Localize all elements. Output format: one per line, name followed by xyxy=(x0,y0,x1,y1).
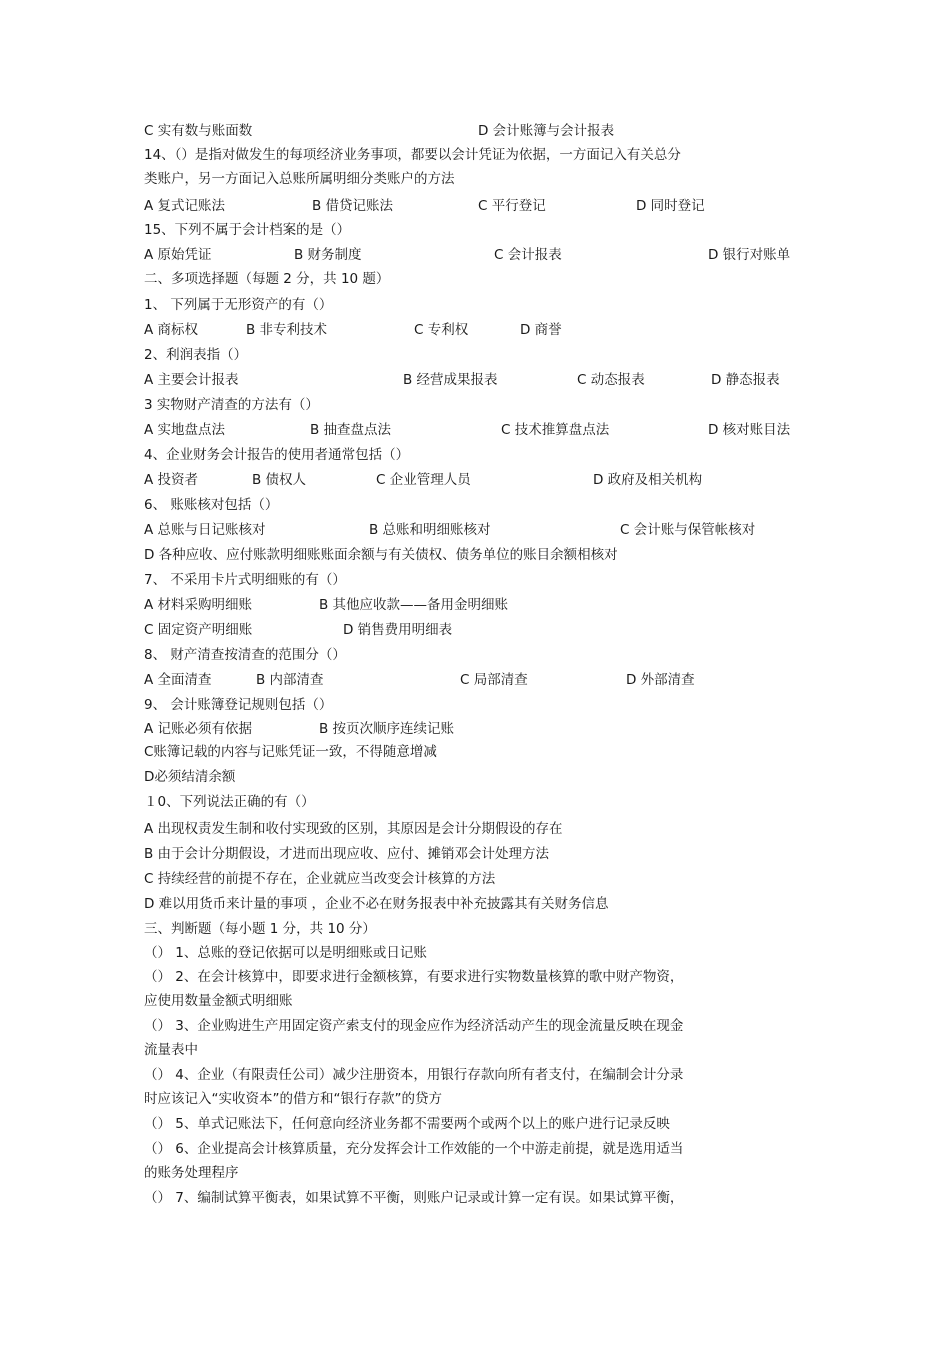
option-text: B 其他应收款——备用金明细账 xyxy=(319,597,509,613)
option-text: C 技术推算盘点法 xyxy=(501,422,610,438)
option-text: D 核对账目法 xyxy=(708,422,791,438)
text-line: （） 4、企业（有限责任公司）减少注册资本，用银行存款向所有者支付，在编制会计分录 xyxy=(144,1067,684,1083)
text-line: （） 6、企业提高会计核算质量，充分发挥会计工作效能的一个中游走前提，就是选用适当 xyxy=(144,1141,684,1157)
option-text: D 会计账簿与会计报表 xyxy=(478,123,615,139)
text-line: （） 5、单式记账法下，任何意向经济业务都不需要两个或两个以上的账户进行记录反映 xyxy=(144,1116,670,1132)
option-row xyxy=(144,717,910,741)
option-text: A 主要会计报表 xyxy=(144,372,239,388)
option-text: B 借贷记账法 xyxy=(312,198,394,214)
option-text: C 动态报表 xyxy=(577,372,645,388)
option-text: B 非专利技术 xyxy=(246,322,328,338)
option-row xyxy=(144,119,910,143)
option-text: C 局部清查 xyxy=(460,672,528,688)
option-text: B 总账和明细账核对 xyxy=(369,522,491,538)
text-line: C 持续经营的前提不存在，企业就应当改变会计核算的方法 xyxy=(144,871,496,887)
text-line: （） 7、编制试算平衡表，如果试算不平衡，则账户记录或计算一定有误。如果试算平衡， xyxy=(144,1190,684,1206)
option-row xyxy=(144,618,910,642)
text-line: 6、 账账核对包括（） xyxy=(144,497,279,513)
text-line: 3 实物财产清查的方法有（） xyxy=(144,397,319,413)
text-line: 4、企业财务会计报告的使用者通常包括（） xyxy=(144,447,410,463)
option-text: A 复式记账法 xyxy=(144,198,226,214)
option-row xyxy=(144,194,910,218)
option-text: C 专利权 xyxy=(414,322,469,338)
option-row xyxy=(144,518,910,542)
option-text: C 平行登记 xyxy=(478,198,546,214)
option-text: A 材料采购明细账 xyxy=(144,597,253,613)
option-text: D 同时登记 xyxy=(636,198,705,214)
option-text: A 投资者 xyxy=(144,472,199,488)
text-line: D 难以用货币来计量的事项 ，企业不必在财务报表中补充披露其有关财务信息 xyxy=(144,896,609,912)
option-text: D 商誉 xyxy=(520,322,562,338)
option-row xyxy=(144,318,910,342)
text-line: A 出现权责发生制和收付实现致的区别，其原因是会计分期假设的存在 xyxy=(144,821,563,837)
option-text: A 记账必须有依据 xyxy=(144,721,253,737)
text-line: B 由于会计分期假设，才进而出现应收、应付、摊销邓会计处理方法 xyxy=(144,846,550,862)
text-line: 8、 财产清查按清查的范围分（） xyxy=(144,647,346,663)
option-text: C 会计账与保管帐核对 xyxy=(620,522,756,538)
option-text: C 固定资产明细账 xyxy=(144,622,253,638)
text-line: 流量表中 xyxy=(144,1042,198,1058)
option-text: A 实地盘点法 xyxy=(144,422,226,438)
text-line: D必须结清余额 xyxy=(144,769,236,785)
option-text: B 按页次顺序连续记账 xyxy=(319,721,455,737)
option-text: D 外部清查 xyxy=(626,672,695,688)
option-row xyxy=(144,668,910,692)
option-text: C 会计报表 xyxy=(494,247,562,263)
option-text: A 全面清查 xyxy=(144,672,212,688)
option-row xyxy=(144,368,910,392)
text-line: D 各种应收、应付账款明细账账面余额与有关债权、债务单位的账目余额相核对 xyxy=(144,547,618,563)
text-line: 二、多项选择题（每题 2 分，共 10 题） xyxy=(144,271,390,287)
text-line: 时应该记入“实收资本”的借方和“银行存款”的贷方 xyxy=(144,1091,442,1107)
text-line: 三、判断题（每小题 1 分，共 10 分） xyxy=(144,921,376,937)
option-text: D 政府及相关机构 xyxy=(593,472,703,488)
text-line: 14、（）是指对做发生的每项经济业务事项，都要以会计凭证为依据，一方面记入有关总分 xyxy=(144,147,681,163)
option-text: C 实有数与账面数 xyxy=(144,123,253,139)
option-row xyxy=(144,468,910,492)
option-text: C 企业管理人员 xyxy=(376,472,471,488)
text-line: 的账务处理程序 xyxy=(144,1165,239,1181)
option-text: A 商标权 xyxy=(144,322,199,338)
option-row xyxy=(144,593,910,617)
text-line: C账簿记载的内容与记账凭证一致，不得随意增减 xyxy=(144,744,437,760)
option-text: B 经营成果报表 xyxy=(403,372,498,388)
option-row xyxy=(144,243,910,267)
text-line: 7、 不采用卡片式明细账的有（） xyxy=(144,572,346,588)
option-text: D 销售费用明细表 xyxy=(343,622,453,638)
text-line: （） 1、总账的登记依据可以是明细账或日记账 xyxy=(144,945,427,961)
text-line: 2、利润表指（） xyxy=(144,347,248,363)
option-text: B 抽查盘点法 xyxy=(310,422,392,438)
text-line: （） 3、企业购进生产用固定资产索支付的现金应作为经济活动产生的现金流量反映在现金 xyxy=(144,1018,684,1034)
option-row xyxy=(144,418,910,442)
text-line: 应使用数量金额式明细账 xyxy=(144,993,293,1009)
option-text: D 银行对账单 xyxy=(708,247,791,263)
text-line: 15、下列不属于会计档案的是（） xyxy=(144,222,351,238)
text-line: （） 2、在会计核算中，即要求进行金额核算，有要求进行实物数量核算的歌中财产物资， xyxy=(144,969,684,985)
option-text: A 原始凭证 xyxy=(144,247,212,263)
text-line: １0、下列说法正确的有（） xyxy=(144,794,315,810)
option-text: B 财务制度 xyxy=(294,247,362,263)
text-line: 1、 下列属于无形资产的有（） xyxy=(144,297,333,313)
text-line: 9、 会计账簿登记规则包括（） xyxy=(144,697,333,713)
text-line: 类账户，另一方面记入总账所属明细分类账户的方法 xyxy=(144,171,455,187)
option-text: B 债权人 xyxy=(252,472,307,488)
option-text: B 内部清查 xyxy=(256,672,324,688)
option-text: D 静态报表 xyxy=(711,372,780,388)
option-text: A 总账与日记账核对 xyxy=(144,522,266,538)
